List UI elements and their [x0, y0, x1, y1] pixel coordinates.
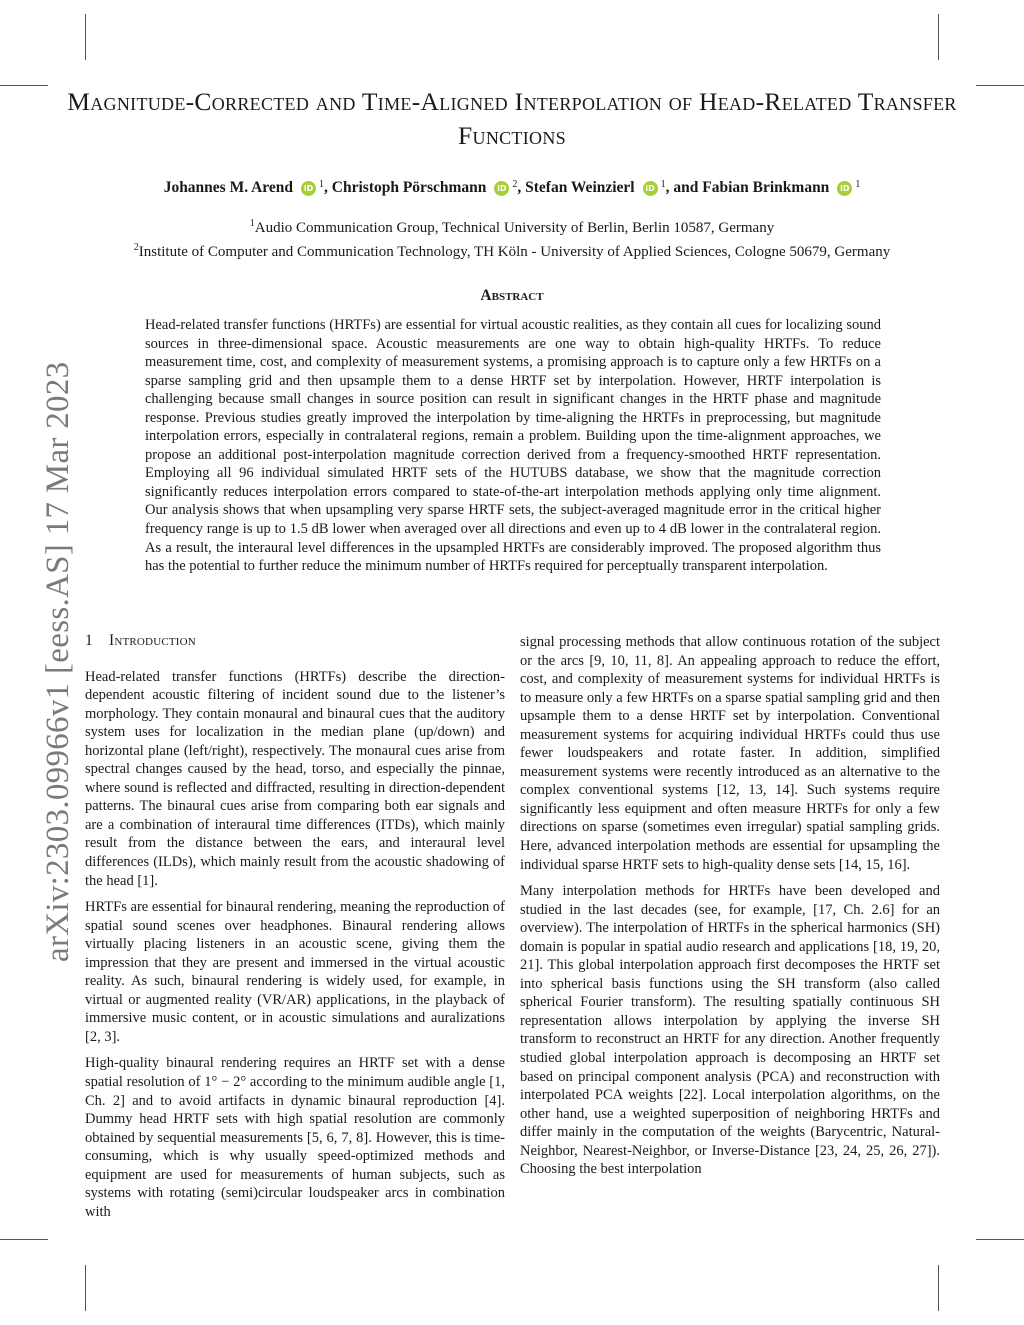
author: [525, 179, 702, 196]
affiliation-mark: 1: [249, 218, 255, 229]
author-name: Stefan Weinzierl: [525, 179, 635, 196]
abstract-text: Head-related transfer functions (HRTFs) are essential for virtual acoustic realities, as they contain all cues for localizing sound sources in three-dimensional space. Acoustic measurements are one way to obtain high-quality HRTFs. To reduce measurement time, cost, and complexity of measurement systems, a promising approach is to capture only a few HRTFs on a sparse sampling grid and then upsample them to a dense HRTF set by interpolation. However, HRTF interpolation is challenging because small changes in source position can result in significant changes in the HRTF phase and magnitude response. Previous studies greatly improved the interpolation by time-aligning the HRTFs in preprocessing, but magnitude interpolation errors, especially in contralateral regions, remain a problem. Building upon the time-alignment approaches, we propose an additional post-interpolation magnitude correction derived from a frequency-smoothed HRTF representation. Employing all 96 individual simulated HRTF sets of the HUTUBS database, we show that the magnitude correction significantly reduces interpolation errors compared to state-of-the-art interpolation methods applying only time alignment. Our analysis shows that when upsampling very sparse HRTF sets, the subject-averaged magnitude error in the critical higher frequency range is up to 1.5 dB lower when averaged over all directions and even up to 4 dB lower in the contralateral region. As a result, the interaural level differences in the upsampled HRTFs are considerably improved. The proposed algorithm thus has the potential to further reduce the minimum number of HRTFs required for perceptually transparent interpolation.: [145, 317, 881, 575]
author-name: Johannes M. Arend: [163, 179, 294, 196]
author: [702, 179, 860, 196]
crop-mark-bottom-left-h: [0, 1239, 48, 1240]
body-paragraph: Head-related transfer functions (HRTFs) describe the direction-dependent acoustic filtering of incident sound due to the listener’s morphology. They contain monaural and binaural cues that the auditory system uses for localization in the median plane (up/down) and horizontal plane (left/right), respectively. The monaural cues arise from spectral changes caused by the head, torso, and especially the pinnae, where sound is reflected and diffracted, resulting in direction-dependent patterns. The binaural cues arise from comparing both ear signals and are a combination of interaural time differences (ITDs), which mainly result from the distance between the ears, and interaural level differences (ILDs), which mainly result from the acoustic shadowing of the head [1].: [85, 668, 505, 889]
crop-mark-top-right: [938, 14, 939, 60]
author: [332, 179, 525, 196]
crop-mark-bottom-right-h: [976, 1239, 1024, 1240]
section-number: 1: [85, 632, 93, 649]
author-separator: ,: [324, 179, 332, 196]
affiliation-mark: 2: [133, 242, 139, 253]
affiliations: [60, 214, 964, 262]
crop-mark-bottom-right: [938, 1265, 939, 1311]
author: [164, 179, 332, 196]
author-name: Christoph Pörschmann: [331, 179, 487, 196]
section-title: Introduction: [108, 632, 196, 649]
abstract-heading: Abstract: [480, 287, 544, 304]
left-column: [85, 632, 505, 1229]
affiliation: [60, 214, 964, 238]
orcid-icon[interactable]: iD: [837, 181, 852, 196]
body-paragraph: High-quality binaural rendering requires an HRTF set with a dense spatial resolution of 1° − 2° according to the minimum audible angle [1, Ch. 2] and to avoid artifacts in dynamic binaural reproduction [4]. Dummy head HRTF sets with high spatial resolution are commonly obtained by sequential measurements [5, 6, 7, 8]. However, this is time-consuming, which is why usually speed-optimized methods and equipment are used for measurements of human subjects, such as systems with rotating (semi)circular loudspeaker arcs in combination with: [85, 1055, 505, 1220]
orcid-icon[interactable]: iD: [494, 181, 509, 196]
author-affiliation-mark: 2: [512, 179, 518, 190]
author-affiliation-mark: 1: [660, 179, 666, 190]
arxiv-identifier: arXiv:2303.09966v1 [eess.AS] 17 Mar 2023: [40, 361, 76, 962]
crop-mark-bottom-left: [85, 1265, 86, 1311]
right-column: [520, 633, 940, 1187]
orcid-icon[interactable]: iD: [643, 181, 658, 196]
author-separator: , and: [665, 179, 703, 196]
author-affiliation-mark: 1: [319, 179, 325, 190]
orcid-icon[interactable]: iD: [301, 181, 316, 196]
affiliation-text: Audio Communication Group, Technical University of Berlin, Berlin 10587, Germany: [254, 220, 775, 236]
author-list: [60, 179, 964, 197]
crop-mark-top-left: [85, 14, 86, 60]
paper-title: Magnitude-Corrected and Time-Aligned Interpolation of Head-Related Transfer Functions: [67, 87, 957, 150]
author-name: Fabian Brinkmann: [702, 179, 830, 196]
crop-mark-top-left-h: [0, 85, 48, 86]
affiliation: [60, 238, 964, 262]
section-heading: [85, 632, 505, 651]
author-affiliation-mark: 1: [855, 179, 861, 190]
body-paragraph: HRTFs are essential for binaural rendering, meaning the reproduction of spatial sound scenes over headphones. Binaural rendering allows virtually placing listeners in an acoustic scene, giving them the impression that they are present and immersed in the virtual acoustic reality. As such, binaural rendering is widely used, for example, in virtual or augmented reality (VR/AR) applications, in the playback of immersive music content, or in acoustic simulations and auralizations [2, 3].: [85, 899, 505, 1045]
body-paragraph: Many interpolation methods for HRTFs have been developed and studied in the last decades (see, for example, [17, Ch. 2.6] for an overview). The interpolation of HRTFs in the spherical harmonics (SH) domain is popular in spatial audio research and applications [18, 19, 20, 21]. This global interpolation approach first decomposes the HRTF set into spherical basis functions using the SH transform (also called spherical Fourier transform). The resulting spatially continuous SH representation allows interpolation by applying the inverse SH transform to reconstruct an HRTF for any direction. Another frequently studied global interpolation approach is decomposing an HRTF set based on principal component analysis (PCA) and reconstruction with interpolated PCA weights [22]. Local interpolation algorithms, on the other hand, use a weighted superposition of neighboring HRTFs and differ mainly in the computation of the weights (Barycentric, Natural-Neighbor, Nearest-Neighbor, or Inverse-Distance [23, 24, 25, 26, 27]). Choosing the best interpolation: [520, 883, 940, 1178]
crop-mark-top-right-h: [976, 85, 1024, 86]
author-separator: ,: [517, 179, 526, 196]
body-paragraph: signal processing methods that allow continuous rotation of the subject or the arcs [9, 10, 11, 8]. An appealing approach to reduce the effort, cost, and complexity of measurement systems for individual HRTFs is to measure only a few HRTFs on a sparse spatial sampling grid and then upsample them to a dense HRTF set by interpolation. Conventional measurement systems for acquiring individual HRTFs could thus use fewer loudspeakers and rotate faster. In addition, simplified measurement systems were recently introduced as an alternative to the complex conventional systems [12, 13, 14]. Such systems require significantly less equipment and often measure HRTFs for only a few directions on sparse (sometimes even irregular) spatial sampling grids. Here, advanced interpolation methods are essential for upsampling the individual sparse HRTF sets to high-quality dense sets [14, 15, 16].: [520, 634, 940, 873]
affiliation-text: Institute of Computer and Communication Technology, TH Köln - University of Applied Sciences, Cologne 50679, Germany: [138, 244, 891, 260]
